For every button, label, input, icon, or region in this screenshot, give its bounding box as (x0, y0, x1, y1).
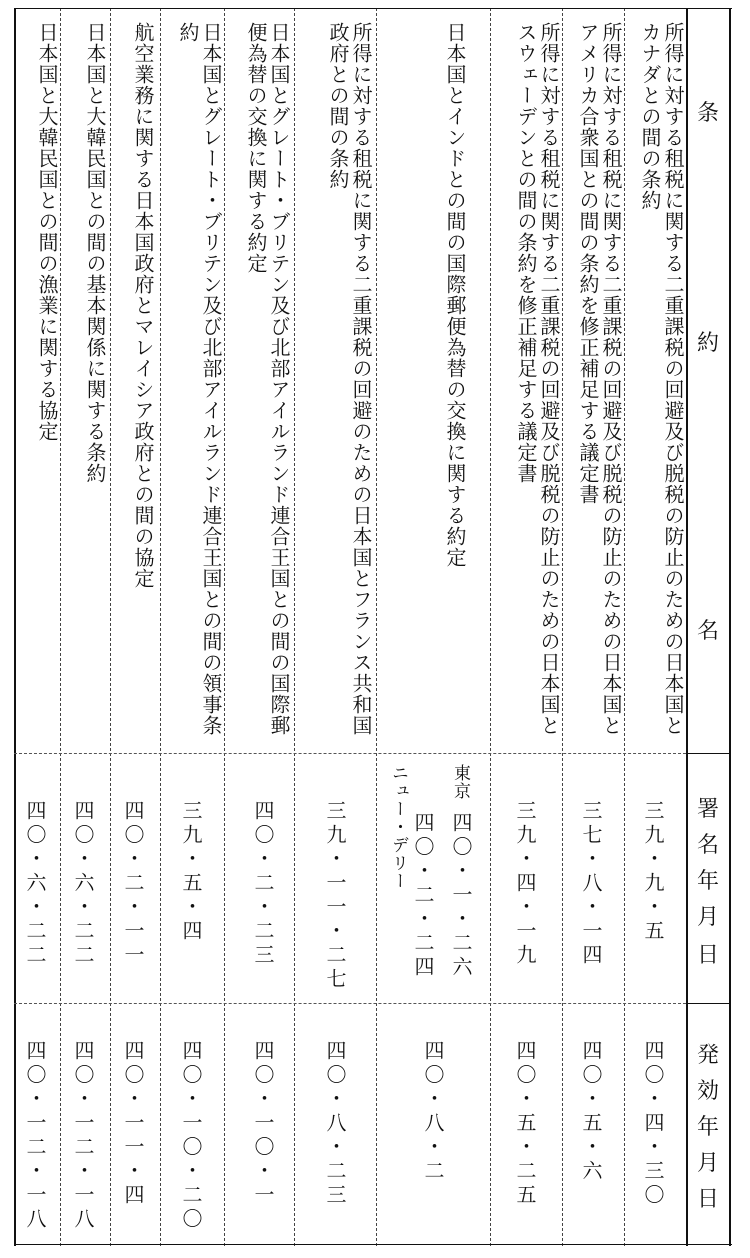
signed-date-new-delhi: 四〇・二・二四 (411, 812, 435, 980)
row-divider (490, 8, 491, 1246)
signed-place-tokyo: 東京 (450, 764, 470, 800)
section-divider-sign (14, 753, 686, 754)
treaty-name: 所得に対する租税に関する二重課税の回避及び脱税の防止のための日本国とカナダとの間の条約 (638, 22, 685, 736)
header-effective-char-2: 効 (696, 1079, 719, 1104)
signed-date: 三九・五・四 (179, 800, 203, 944)
treaty-name: 所得に対する租税に関する二重課税の回避及び脱税の防止のための日本国とアメリカ合衆国との間の条約を修正補足する議定書 (576, 22, 623, 736)
row-divider (562, 8, 563, 1246)
header-name-char-1: 条 (696, 101, 719, 126)
table-top-border (14, 8, 732, 9)
effective-date: 四〇・四・三〇 (641, 1040, 665, 1208)
effective-date: 四〇・八・二三 (323, 1040, 347, 1208)
signed-date: 三七・八・一四 (579, 800, 603, 968)
signed-date: 三九・一一・二七 (323, 800, 347, 992)
header-signed-char-4: 月 (696, 905, 719, 930)
signed-date: 四〇・六・二二 (71, 800, 95, 968)
header-signed-char-1: 署 (696, 797, 719, 822)
header-signed-char-5: 日 (696, 943, 719, 968)
treaty-table (14, 8, 732, 1246)
table-bottom-border (14, 1244, 732, 1245)
header-effective-char-1: 発 (696, 1043, 719, 1068)
row-divider (160, 8, 161, 1246)
signed-date: 四〇・二・二三 (251, 800, 275, 968)
treaty-name: 日本国と大韓民国との間の基本関係に関する条約 (83, 22, 107, 484)
table-left-border (14, 8, 16, 1246)
signed-date: 四〇・二・一一 (121, 800, 145, 968)
effective-date: 四〇・五・六 (579, 1040, 603, 1184)
treaty-name: 日本国と大韓民国との間の漁業に関する協定 (35, 22, 59, 442)
effective-date: 四〇・一二・一八 (71, 1040, 95, 1232)
header-name-char-3: 名 (696, 619, 719, 644)
header-effective-char-4: 月 (696, 1151, 719, 1176)
header-signed-char-2: 名 (696, 833, 719, 858)
treaty-name: 日本国とインドとの間の国際郵便為替の交換に関する約定 (443, 22, 467, 568)
signed-date: 三九・九・五 (641, 800, 665, 944)
effective-date: 四〇・一一・四 (121, 1040, 145, 1208)
treaty-name: 日本国とグレート・ブリテン及び北部アイルランド連合王国との間の領事条約 (176, 22, 223, 736)
header-divider (686, 8, 688, 1246)
treaty-name: 所得に対する租税に関する二重課税の回避及び脱税の防止のための日本国とスウェーデンとの間の条約を修正補足する議定書 (514, 22, 561, 736)
effective-date: 四〇・一〇・二〇 (179, 1040, 203, 1232)
effective-date: 四〇・一二・一八 (23, 1040, 47, 1232)
header-name-char-2: 約 (696, 331, 719, 356)
row-divider (294, 8, 295, 1246)
row-divider (60, 8, 61, 1246)
section-divider-effective (14, 1003, 686, 1004)
effective-date: 四〇・五・二五 (513, 1040, 537, 1208)
treaty-name: 航空業務に関する日本国政府とマレイシア政府との間の協定 (131, 22, 155, 589)
effective-date: 四〇・一〇・一 (251, 1040, 275, 1208)
signed-date-tokyo: 四〇・一・二六 (449, 812, 473, 980)
header-divider-sign (686, 753, 731, 754)
treaty-name: 所得に対する租税に関する二重課税の回避のための日本国とフランス共和国政府との間の条約 (326, 22, 373, 736)
treaty-name: 日本国とグレート・ブリテン及び北部アイルランド連合王国との間の国際郵便為替の交換に関する約定 (244, 22, 291, 736)
header-effective-char-5: 日 (696, 1187, 719, 1212)
row-divider (376, 8, 377, 1246)
signed-place-new-delhi: ニュー・デリー (388, 764, 408, 890)
row-divider (224, 8, 225, 1246)
signed-date: 三九・四・一九 (513, 800, 537, 968)
row-divider (624, 8, 625, 1246)
row-divider (110, 8, 111, 1246)
header-signed-char-3: 年 (696, 869, 719, 894)
table-right-border (729, 8, 731, 1246)
header-divider-effective (686, 1003, 731, 1004)
header-effective-char-3: 年 (696, 1115, 719, 1140)
effective-date: 四〇・八・二 (421, 1040, 445, 1184)
signed-date: 四〇・六・二二 (23, 800, 47, 968)
